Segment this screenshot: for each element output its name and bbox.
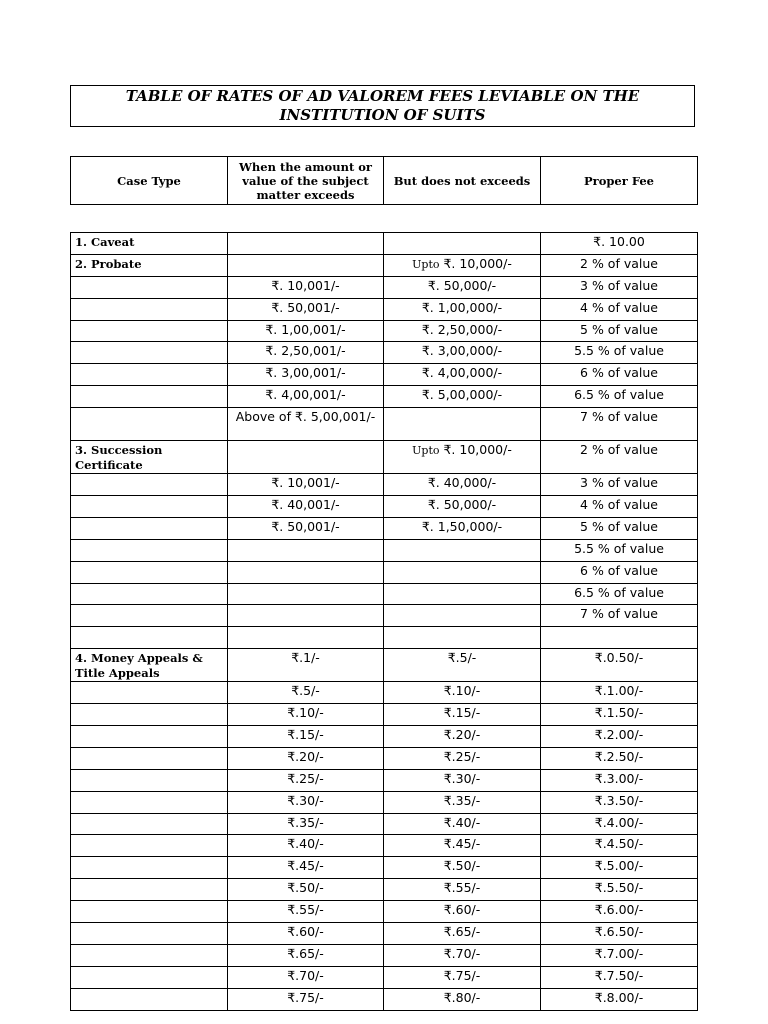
not-exceeds-cell: ₹.15/- bbox=[384, 704, 541, 726]
exceeds-cell: ₹.50/- bbox=[228, 879, 384, 901]
case-type-cell bbox=[71, 682, 228, 704]
not-exceeds-cell bbox=[384, 583, 541, 605]
table-row bbox=[71, 835, 698, 857]
not-exceeds-cell: ₹. 2,50,000/- bbox=[384, 320, 541, 342]
not-exceeds-cell: ₹.75/- bbox=[384, 966, 541, 988]
proper-fee-cell: 5 % of value bbox=[541, 517, 698, 539]
proper-fee-cell: ₹. 10.00 bbox=[541, 233, 698, 255]
table-row bbox=[71, 298, 698, 320]
not-exceeds-cell: ₹.65/- bbox=[384, 923, 541, 945]
proper-fee-cell: 2 % of value bbox=[541, 254, 698, 276]
not-exceeds-cell bbox=[384, 627, 541, 649]
header-not-exceeds: But does not exceeds bbox=[384, 157, 541, 205]
not-exceeds-cell: ₹.50/- bbox=[384, 857, 541, 879]
proper-fee-cell: ₹.3.50/- bbox=[541, 791, 698, 813]
table-row bbox=[71, 857, 698, 879]
exceeds-cell bbox=[228, 254, 384, 276]
case-type-cell: 1. Caveat bbox=[71, 233, 228, 255]
not-exceeds-cell: ₹. 3,00,000/- bbox=[384, 342, 541, 364]
title-line-1: TABLE OF RATES OF AD VALOREM FEES LEVIABLE ON THE bbox=[125, 87, 640, 105]
proper-fee-cell: 2 % of value bbox=[541, 441, 698, 474]
case-type-cell bbox=[71, 988, 228, 1010]
case-type-cell bbox=[71, 627, 228, 649]
case-type-cell bbox=[71, 726, 228, 748]
proper-fee-cell: ₹.1.50/- bbox=[541, 704, 698, 726]
proper-fee-cell: ₹.7.00/- bbox=[541, 944, 698, 966]
proper-fee-cell: ₹.1.00/- bbox=[541, 682, 698, 704]
exceeds-cell: ₹.60/- bbox=[228, 923, 384, 945]
table-row bbox=[71, 342, 698, 364]
exceeds-cell: ₹.25/- bbox=[228, 769, 384, 791]
exceeds-cell: ₹.1/- bbox=[228, 649, 384, 682]
case-type-cell: 3. Succession Certificate bbox=[71, 441, 228, 474]
exceeds-cell: ₹.45/- bbox=[228, 857, 384, 879]
fee-rates-table bbox=[70, 232, 698, 1011]
not-exceeds-cell: ₹.10/- bbox=[384, 682, 541, 704]
case-type-cell: 2. Probate bbox=[71, 254, 228, 276]
table-row bbox=[71, 966, 698, 988]
proper-fee-cell bbox=[541, 627, 698, 649]
case-type-cell bbox=[71, 496, 228, 518]
exceeds-cell: ₹. 40,001/- bbox=[228, 496, 384, 518]
table-row bbox=[71, 769, 698, 791]
column-header-table bbox=[70, 156, 698, 205]
not-exceeds-cell: ₹.40/- bbox=[384, 813, 541, 835]
exceeds-cell: ₹. 2,50,001/- bbox=[228, 342, 384, 364]
case-type-cell bbox=[71, 747, 228, 769]
case-type-cell bbox=[71, 704, 228, 726]
table-row bbox=[71, 364, 698, 386]
upto-prefix: Upto bbox=[412, 257, 440, 271]
case-type-cell bbox=[71, 276, 228, 298]
exceeds-cell: ₹. 50,001/- bbox=[228, 298, 384, 320]
header-exceeds: When the amount or value of the subject matter exceeds bbox=[228, 157, 384, 205]
proper-fee-cell: ₹.6.50/- bbox=[541, 923, 698, 945]
exceeds-cell: ₹.65/- bbox=[228, 944, 384, 966]
not-exceeds-value: ₹. 10,000/- bbox=[443, 442, 512, 458]
case-type-cell bbox=[71, 298, 228, 320]
not-exceeds-cell bbox=[384, 254, 541, 276]
case-type-cell bbox=[71, 539, 228, 561]
proper-fee-cell: 6.5 % of value bbox=[541, 386, 698, 408]
table-row bbox=[71, 474, 698, 496]
case-type-cell bbox=[71, 879, 228, 901]
exceeds-cell: ₹. 50,001/- bbox=[228, 517, 384, 539]
not-exceeds-cell: ₹.20/- bbox=[384, 726, 541, 748]
not-exceeds-cell: ₹.5/- bbox=[384, 649, 541, 682]
title-line-2: INSTITUTION OF SUITS bbox=[279, 106, 486, 124]
not-exceeds-cell bbox=[384, 561, 541, 583]
not-exceeds-cell bbox=[384, 539, 541, 561]
table-row bbox=[71, 605, 698, 627]
table-row bbox=[71, 441, 698, 474]
proper-fee-cell: 3 % of value bbox=[541, 474, 698, 496]
not-exceeds-cell: ₹.35/- bbox=[384, 791, 541, 813]
case-type-cell bbox=[71, 791, 228, 813]
not-exceeds-cell: ₹.60/- bbox=[384, 901, 541, 923]
table-row bbox=[71, 879, 698, 901]
proper-fee-cell: 4 % of value bbox=[541, 298, 698, 320]
table-row bbox=[71, 988, 698, 1010]
proper-fee-cell: 6.5 % of value bbox=[541, 583, 698, 605]
case-type-cell bbox=[71, 408, 228, 441]
not-exceeds-cell: ₹.25/- bbox=[384, 747, 541, 769]
proper-fee-cell: 5.5 % of value bbox=[541, 539, 698, 561]
exceeds-cell bbox=[228, 627, 384, 649]
proper-fee-cell: 6 % of value bbox=[541, 364, 698, 386]
not-exceeds-cell: ₹.80/- bbox=[384, 988, 541, 1010]
exceeds-cell: ₹.75/- bbox=[228, 988, 384, 1010]
table-row bbox=[71, 791, 698, 813]
table-row bbox=[71, 539, 698, 561]
not-exceeds-cell: ₹. 50,000/- bbox=[384, 276, 541, 298]
proper-fee-cell: ₹.5.00/- bbox=[541, 857, 698, 879]
case-type-cell bbox=[71, 966, 228, 988]
exceeds-cell: ₹. 10,001/- bbox=[228, 474, 384, 496]
table-row bbox=[71, 496, 698, 518]
table-row bbox=[71, 583, 698, 605]
case-type-cell bbox=[71, 944, 228, 966]
document-title bbox=[70, 85, 695, 127]
case-type-cell bbox=[71, 474, 228, 496]
exceeds-cell bbox=[228, 583, 384, 605]
table-row bbox=[71, 276, 698, 298]
table-row bbox=[71, 627, 698, 649]
proper-fee-cell: ₹.6.00/- bbox=[541, 901, 698, 923]
table-row bbox=[71, 386, 698, 408]
case-type-cell bbox=[71, 517, 228, 539]
exceeds-cell: ₹.5/- bbox=[228, 682, 384, 704]
not-exceeds-cell: ₹. 50,000/- bbox=[384, 496, 541, 518]
table-row bbox=[71, 408, 698, 441]
exceeds-cell bbox=[228, 441, 384, 474]
exceeds-cell: ₹. 4,00,001/- bbox=[228, 386, 384, 408]
table-row bbox=[71, 901, 698, 923]
proper-fee-cell: ₹.0.50/- bbox=[541, 649, 698, 682]
exceeds-cell: ₹.70/- bbox=[228, 966, 384, 988]
not-exceeds-cell: ₹.55/- bbox=[384, 879, 541, 901]
exceeds-cell: ₹.30/- bbox=[228, 791, 384, 813]
proper-fee-cell: 5.5 % of value bbox=[541, 342, 698, 364]
proper-fee-cell: ₹.8.00/- bbox=[541, 988, 698, 1010]
not-exceeds-cell: ₹.45/- bbox=[384, 835, 541, 857]
not-exceeds-cell: ₹.70/- bbox=[384, 944, 541, 966]
table-row bbox=[71, 923, 698, 945]
not-exceeds-cell: ₹. 4,00,000/- bbox=[384, 364, 541, 386]
exceeds-cell: ₹.35/- bbox=[228, 813, 384, 835]
exceeds-cell: ₹.10/- bbox=[228, 704, 384, 726]
exceeds-cell: ₹. 1,00,001/- bbox=[228, 320, 384, 342]
exceeds-cell: Above of ₹. 5,00,001/- bbox=[228, 408, 384, 441]
not-exceeds-cell bbox=[384, 408, 541, 441]
proper-fee-cell: ₹.5.50/- bbox=[541, 879, 698, 901]
proper-fee-cell: 3 % of value bbox=[541, 276, 698, 298]
case-type-cell bbox=[71, 320, 228, 342]
header-row bbox=[71, 157, 698, 205]
proper-fee-cell: 7 % of value bbox=[541, 605, 698, 627]
table-row bbox=[71, 682, 698, 704]
not-exceeds-cell: ₹. 5,00,000/- bbox=[384, 386, 541, 408]
exceeds-cell: ₹.55/- bbox=[228, 901, 384, 923]
not-exceeds-cell: ₹. 1,50,000/- bbox=[384, 517, 541, 539]
proper-fee-cell: ₹.2.00/- bbox=[541, 726, 698, 748]
case-type-cell bbox=[71, 364, 228, 386]
table-row bbox=[71, 561, 698, 583]
exceeds-cell: ₹.40/- bbox=[228, 835, 384, 857]
not-exceeds-cell: ₹. 1,00,000/- bbox=[384, 298, 541, 320]
case-type-cell bbox=[71, 605, 228, 627]
not-exceeds-cell: ₹. 40,000/- bbox=[384, 474, 541, 496]
proper-fee-cell: ₹.7.50/- bbox=[541, 966, 698, 988]
exceeds-cell: ₹. 3,00,001/- bbox=[228, 364, 384, 386]
case-type-cell bbox=[71, 901, 228, 923]
header-proper-fee: Proper Fee bbox=[541, 157, 698, 205]
exceeds-cell bbox=[228, 561, 384, 583]
case-type-cell: 4. Money Appeals & Title Appeals bbox=[71, 649, 228, 682]
case-type-cell bbox=[71, 583, 228, 605]
exceeds-cell: ₹. 10,001/- bbox=[228, 276, 384, 298]
table-row bbox=[71, 254, 698, 276]
proper-fee-cell: 7 % of value bbox=[541, 408, 698, 441]
table-row bbox=[71, 233, 698, 255]
table-row bbox=[71, 726, 698, 748]
not-exceeds-cell: ₹.30/- bbox=[384, 769, 541, 791]
proper-fee-cell: ₹.4.50/- bbox=[541, 835, 698, 857]
not-exceeds-cell bbox=[384, 233, 541, 255]
case-type-cell bbox=[71, 342, 228, 364]
table-row bbox=[71, 944, 698, 966]
proper-fee-cell: 6 % of value bbox=[541, 561, 698, 583]
proper-fee-cell: ₹.4.00/- bbox=[541, 813, 698, 835]
table-row bbox=[71, 813, 698, 835]
exceeds-cell bbox=[228, 605, 384, 627]
upto-prefix: Upto bbox=[412, 444, 440, 458]
case-type-cell bbox=[71, 857, 228, 879]
exceeds-cell: ₹.15/- bbox=[228, 726, 384, 748]
proper-fee-cell: ₹.3.00/- bbox=[541, 769, 698, 791]
case-type-cell bbox=[71, 561, 228, 583]
proper-fee-cell: ₹.2.50/- bbox=[541, 747, 698, 769]
table-row bbox=[71, 649, 698, 682]
case-type-cell bbox=[71, 835, 228, 857]
not-exceeds-cell bbox=[384, 441, 541, 474]
case-type-cell bbox=[71, 923, 228, 945]
table-row bbox=[71, 747, 698, 769]
not-exceeds-cell bbox=[384, 605, 541, 627]
case-type-cell bbox=[71, 769, 228, 791]
table-row bbox=[71, 320, 698, 342]
proper-fee-cell: 4 % of value bbox=[541, 496, 698, 518]
table-row bbox=[71, 704, 698, 726]
case-type-cell bbox=[71, 386, 228, 408]
exceeds-cell bbox=[228, 539, 384, 561]
table-row bbox=[71, 517, 698, 539]
case-type-cell bbox=[71, 813, 228, 835]
header-case-type: Case Type bbox=[71, 157, 228, 205]
proper-fee-cell: 5 % of value bbox=[541, 320, 698, 342]
exceeds-cell: ₹.20/- bbox=[228, 747, 384, 769]
not-exceeds-value: ₹. 10,000/- bbox=[443, 255, 512, 271]
exceeds-cell bbox=[228, 233, 384, 255]
